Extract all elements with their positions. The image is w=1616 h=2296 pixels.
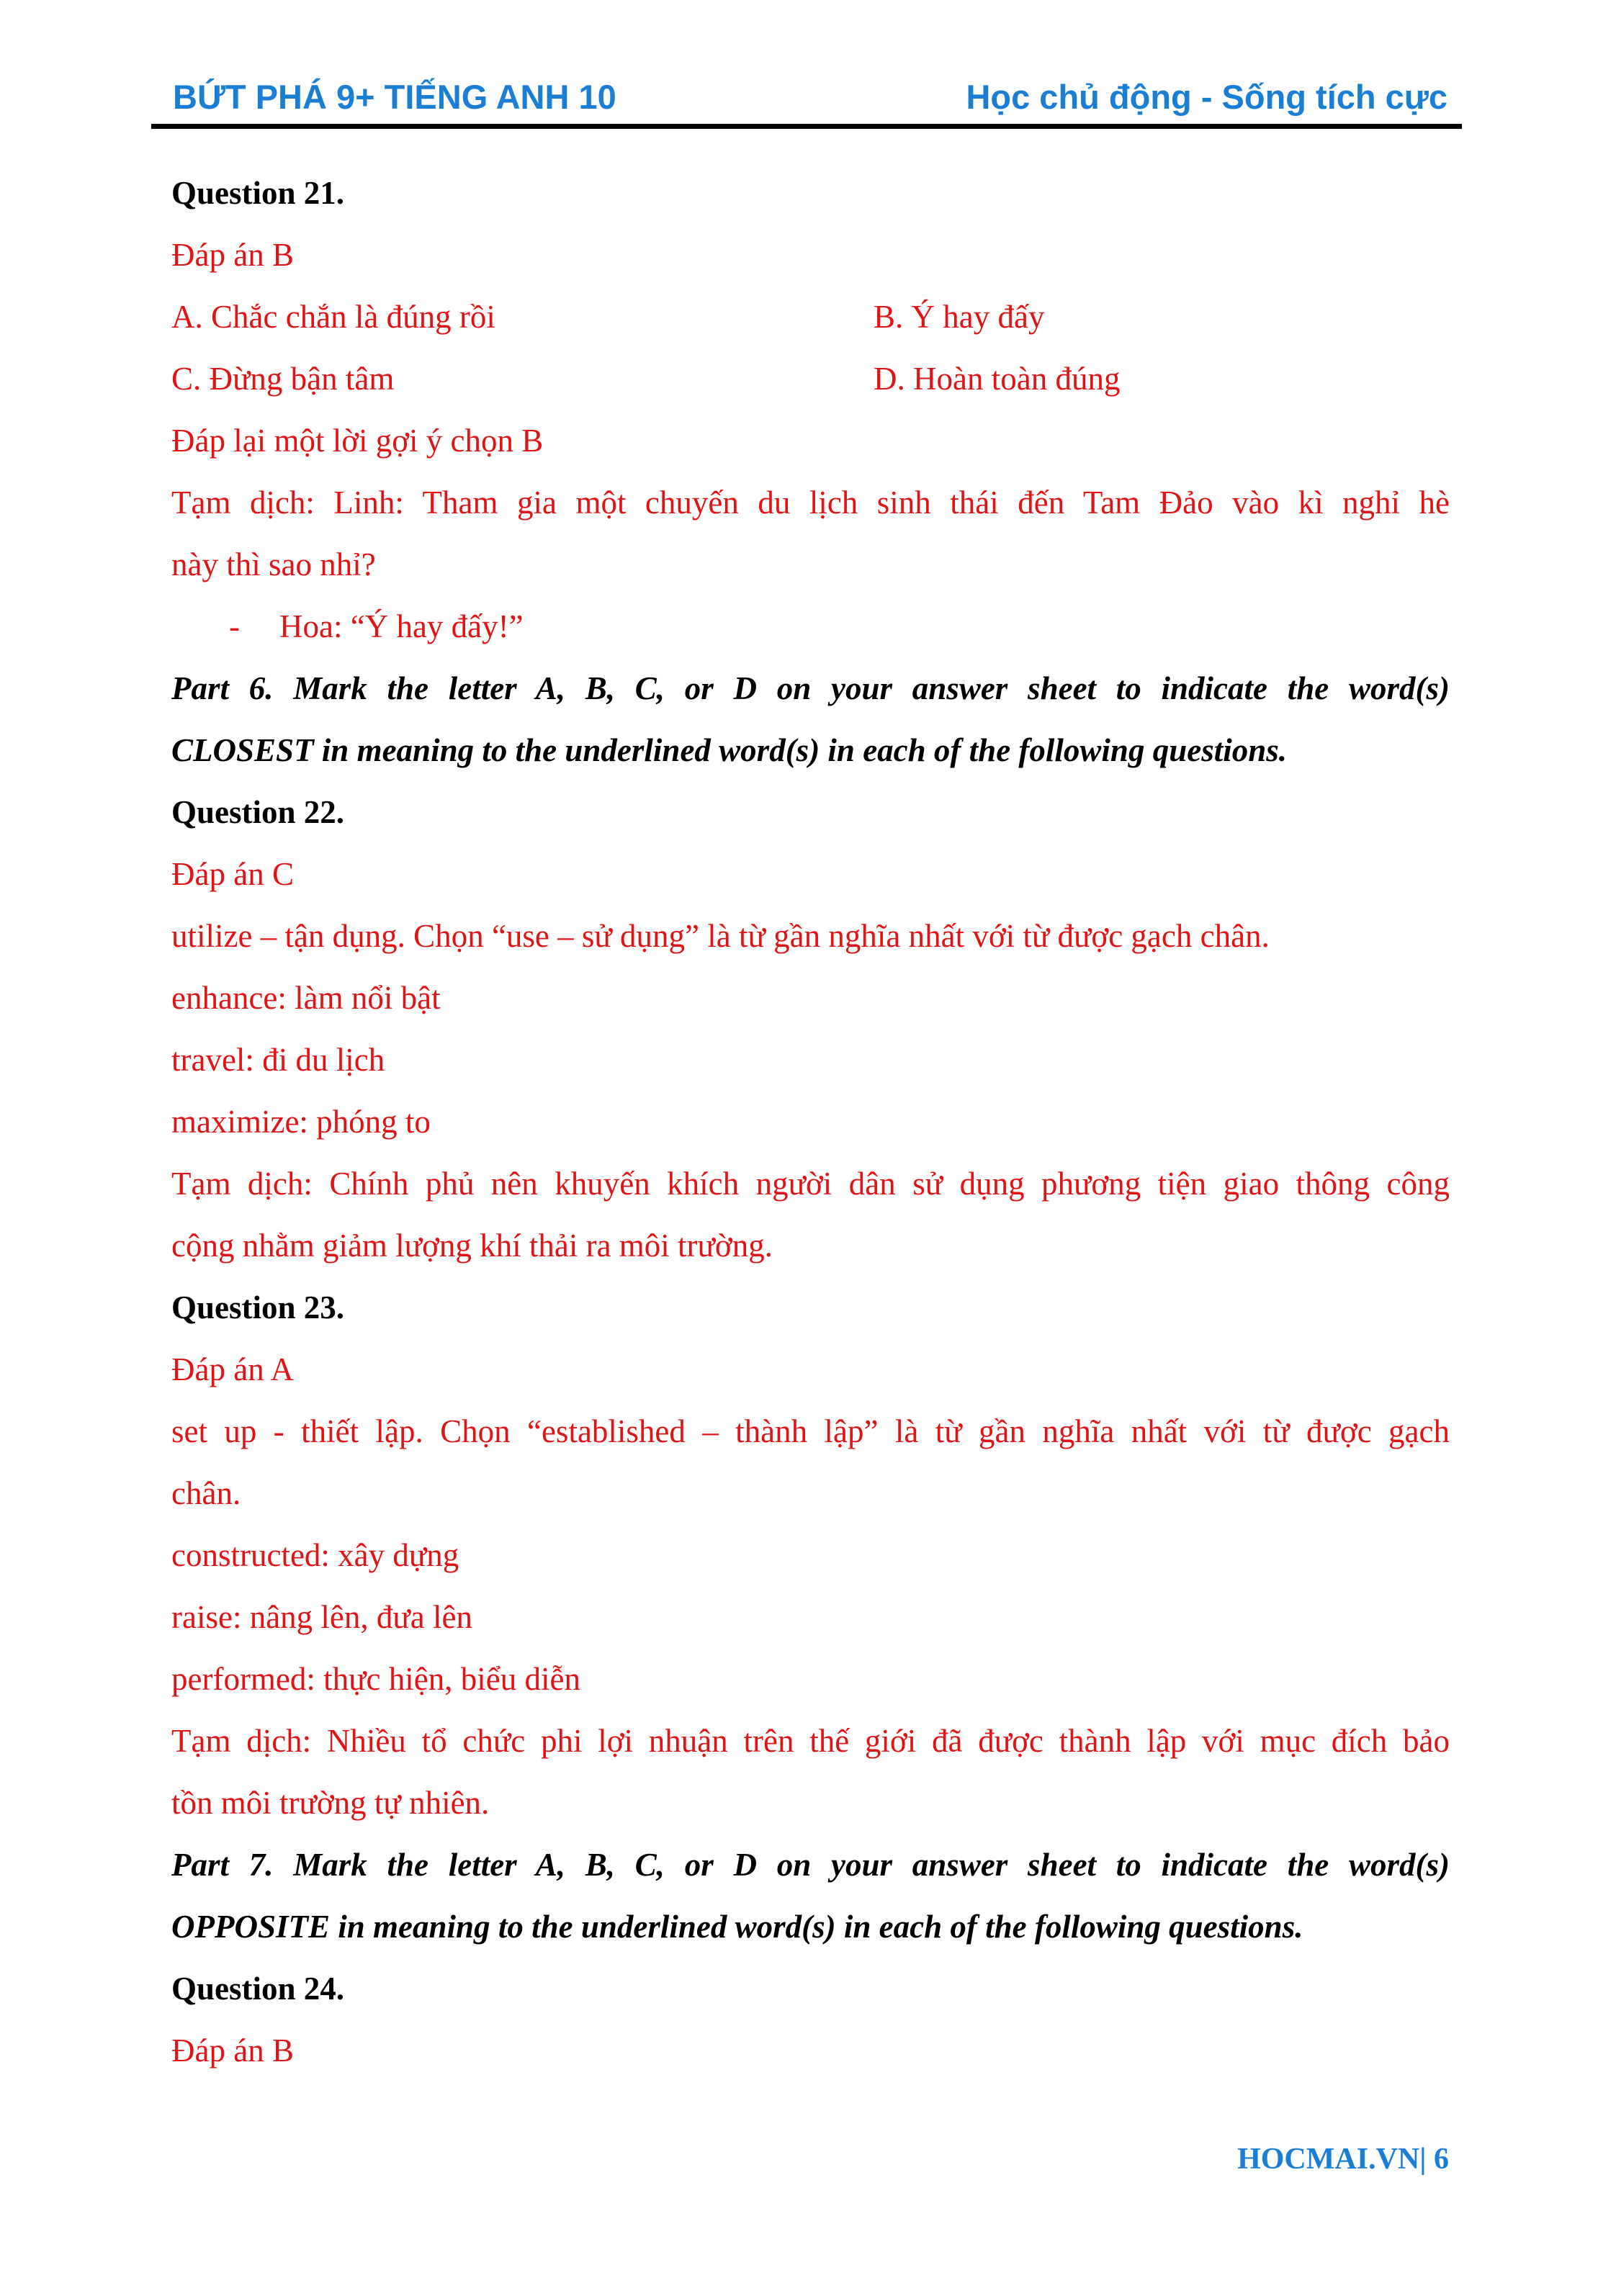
header-title: BỨT PHÁ 9+ TIẾNG ANH 10 [173,78,616,116]
question-21-translation-1: Tạm dịch: Linh: Tham gia một chuyến du lịch sinh thái đến Tam Đảo vào kì nghỉ hè [171,485,1450,521]
part-7-instruction-1: Part 7. Mark the letter A, B, C, or D on your answer sheet to indicate the word(s) [171,1847,1450,1883]
question-23-translation-2: tồn môi trường tự nhiên. [171,1785,490,1821]
part-7-instruction-2: OPPOSITE in meaning to the underlined word(s) in each of the following questions. [171,1909,1303,1945]
option-b: B. Ý hay đấy [874,299,1045,335]
question-22-title: Question 22. [171,794,345,830]
question-23-translation-1: Tạm dịch: Nhiều tổ chức phi lợi nhuận trên thế giới đã được thành lập với mục đích bảo [171,1723,1450,1759]
question-21-answer: Đáp án B [171,237,294,273]
question-21-title: Question 21. [171,175,345,211]
header-slogan: Học chủ động - Sống tích cực [966,78,1447,116]
option-a: A. Chắc chắn là đúng rồi [171,299,495,335]
question-23-line-4: performed: thực hiện, biểu diễn [171,1661,580,1697]
bullet-dash: - [229,608,240,644]
bullet-text: Hoa: “Ý hay đấy!” [279,608,524,644]
question-21-options-row-1 [171,286,1450,348]
question-23-line-3: raise: nâng lên, đưa lên [171,1599,472,1635]
question-23-line-2: constructed: xây dựng [171,1537,459,1573]
question-21-bullet [171,595,1450,657]
question-22-translation-2: cộng nhằm giảm lượng khí thải ra môi trường. [171,1228,773,1264]
option-d: D. Hoàn toàn đúng [874,361,1121,397]
question-23-line-1b: chân. [171,1475,241,1511]
page-footer: HOCMAI.VN| 6 [1237,2143,1449,2176]
question-24-answer: Đáp án B [171,2032,294,2068]
question-22-line-4: maximize: phóng to [171,1104,431,1140]
question-23-answer: Đáp án A [171,1351,294,1387]
question-22-answer: Đáp án C [171,856,294,892]
question-23-line-1: set up - thiết lập. Chọn “established – thành lập” là từ gần nghĩa nhất với từ được gạch [171,1413,1450,1449]
question-24-title: Question 24. [171,1971,345,2007]
question-23-title: Question 23. [171,1289,345,1325]
page-header [151,66,1462,129]
document-body [171,162,1450,2081]
question-22-translation-1: Tạm dịch: Chính phủ nên khuyến khích người dân sử dụng phương tiện giao thông công [171,1166,1450,1202]
question-22-line-2: enhance: làm nổi bật [171,980,441,1016]
question-22-line-3: travel: đi du lịch [171,1042,385,1078]
question-21-translation-2: này thì sao nhỉ? [171,546,376,582]
question-21-explanation: Đáp lại một lời gợi ý chọn B [171,423,544,459]
question-21-options-row-2 [171,348,1450,410]
option-c: C. Đừng bận tâm [171,361,395,397]
part-6-instruction-1: Part 6. Mark the letter A, B, C, or D on your answer sheet to indicate the word(s) [171,670,1450,706]
question-22-line-1: utilize – tận dụng. Chọn “use – sử dụng” là từ gần nghĩa nhất với từ được gạch chân. [171,918,1270,954]
part-6-instruction-2: CLOSEST in meaning to the underlined word(s) in each of the following questions. [171,732,1288,768]
